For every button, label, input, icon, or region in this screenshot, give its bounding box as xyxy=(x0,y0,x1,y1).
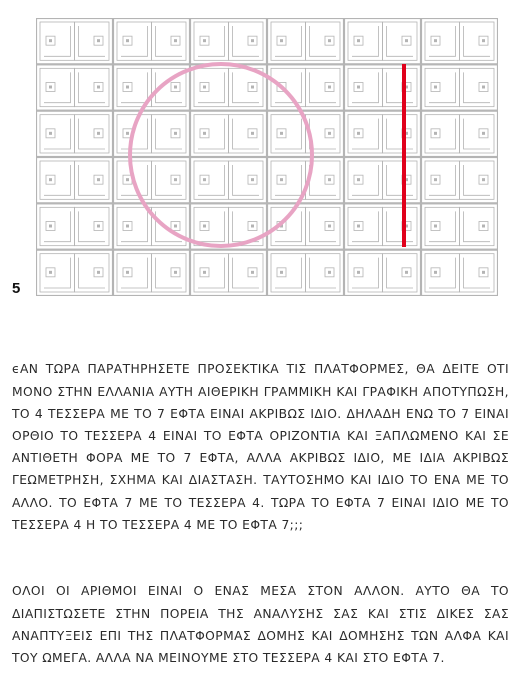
grid-cell xyxy=(37,250,113,295)
grid-cell xyxy=(191,111,267,156)
grid-cell xyxy=(345,158,421,203)
grid-cell xyxy=(268,19,344,64)
grid-cell xyxy=(268,65,344,110)
grid-cells xyxy=(37,19,498,296)
grid-cell xyxy=(268,250,344,295)
grid-cell xyxy=(37,158,113,203)
grid-cell xyxy=(345,65,421,110)
paragraph-1: ϵΑΝ ΤΩΡΑ ΠΑΡΑΤΗΡΗΣΕΤΕ ΠΡΟΣΕΚΤΙΚΑ ΤΙΣ ΠΛΑΤΦΟΡΜΕΣ, ΘΑ ΔΕΙΤΕ ΟΤΙ ΜΟΝΟ ΣΤΗΝ ΕΛΛΑΝΙΑ ΑΥΤΗ ΑΙΘΕΡΙΚΗ ΓΡΑΜΜΙΚΗ ΚΑΙ ΓΡΑΦΙΚΗ ΑΠΟΤΥΠΩΣΗ, ΤΟ 4 ΤΕΣΣΕΡΑ ΜΕ ΤΟ 7 ΕΦΤΑ ΕΙΝΑΙ ΑΚΡΙΒΩΣ ΙΔΙΟ. ΔΗΛΑΔΗ ΕΝΩ ΤΟ 7 ΕΙΝΑΙ ΟΡΘΙΟ ΤΟ ΤΕΣΣΕΡΑ 4 ΕΙΝΑΙ ΤΟ ΕΦΤΑ ΟΡΙΖΟΝΤΙΑ ΚΑΙ ΞΑΠΛΩΜΕΝΟ ΚΑΙ ΣΕ ΑΝΤΙΘΕΤΗ ΦΟΡΑ ΜΕ ΤΟ 7 ΕΦΤΑ, ΑΛΛΑ ΑΚΡΙΒΩΣ ΙΔΙΟ, ΜΕ ΙΔΙΑ ΑΚΡΙΒΩΣ ΓΕΩΜΕΤΡΗΣΗ, ΣΧΗΜΑ ΚΑΙ ΔΙΑΣΤΑΣΗ. ΤΑΥΤΟΣΗΜΟ ΚΑΙ ΙΔΙΟ ΤΟ ΕΝΑ ΜΕ ΤΟ ΑΛΛΟ. ΤΟ ΕΦΤΑ 7 ΜΕ ΤΟ ΤΕΣΣΕΡΑ 4. ΤΩΡΑ ΤΟ ΕΦΤΑ 7 ΕΙΝΑΙ ΙΔΙΟ ΜΕ ΤΟ ΤΕΣΣΕΡΑ 4 Η ΤΟ ΤΕΣΣΕΡΑ 4 ΜΕ ΤΟ ΕΦΤΑ 7;;; xyxy=(12,362,509,532)
grid-cell xyxy=(268,158,344,203)
grid-cell xyxy=(191,158,267,203)
grid-cell xyxy=(345,250,421,295)
paragraph-2: ΟΛΟΙ ΟΙ ΑΡΙΘΜΟΙ ΕΙΝΑΙ Ο ΕΝΑΣ ΜΕΣΑ ΣΤΟΝ ΑΛΛΟΝ. ΑΥΤΟ ΘΑ ΤΟ ΔΙΑΠΙΣΤΩΣΕΤΕ ΣΤΗΝ ΠΟΡΕΙΑ ΤΗΣ ΑΝΑΛΥΣΗΣ ΣΑΣ ΚΑΙ ΣΤΙΣ ΔΙΚΕΣ ΣΑΣ ΑΝΑΠΤΥΞΕΙΣ ΕΠΙ ΤΗΣ ΠΛΑΤΦΟΡΜΑΣ ΔΟΜΗΣ ΚΑΙ ΔΟΜΗΣΗΣ ΤΩΝ ΑΛΦΑ ΚΑΙ ΤΟΥ ΩΜΕΓΑ. ΑΛΛΑ ΝΑ ΜΕΙΝΟΥΜΕ ΣΤΟ ΤΕΣΣΕΡΑ 4 ΚΑΙ ΣΤΟ ΕΦΤΑ 7. xyxy=(12,584,509,665)
grid-cell xyxy=(37,19,113,64)
grid-cell xyxy=(345,19,421,64)
grid-cell xyxy=(114,158,190,203)
grid-cell xyxy=(114,19,190,64)
grid-cell xyxy=(422,158,498,203)
grid-cell xyxy=(37,204,113,249)
grid-cell xyxy=(422,19,498,64)
highlight-circle xyxy=(130,64,312,246)
grid-cell xyxy=(114,111,190,156)
grid-cell xyxy=(422,111,498,156)
grid-cell xyxy=(191,250,267,295)
grid-cell xyxy=(345,204,421,249)
grid-cell xyxy=(191,19,267,64)
grid-cell xyxy=(345,111,421,156)
grid-cell xyxy=(114,250,190,295)
grid-cell xyxy=(114,65,190,110)
grid-cell xyxy=(422,250,498,295)
grid-cell xyxy=(37,65,113,110)
figure-number: 5 xyxy=(12,280,21,297)
grid-cell xyxy=(422,65,498,110)
platform-grid-figure xyxy=(36,18,498,296)
grid-cell xyxy=(422,204,498,249)
grid-cell xyxy=(37,111,113,156)
